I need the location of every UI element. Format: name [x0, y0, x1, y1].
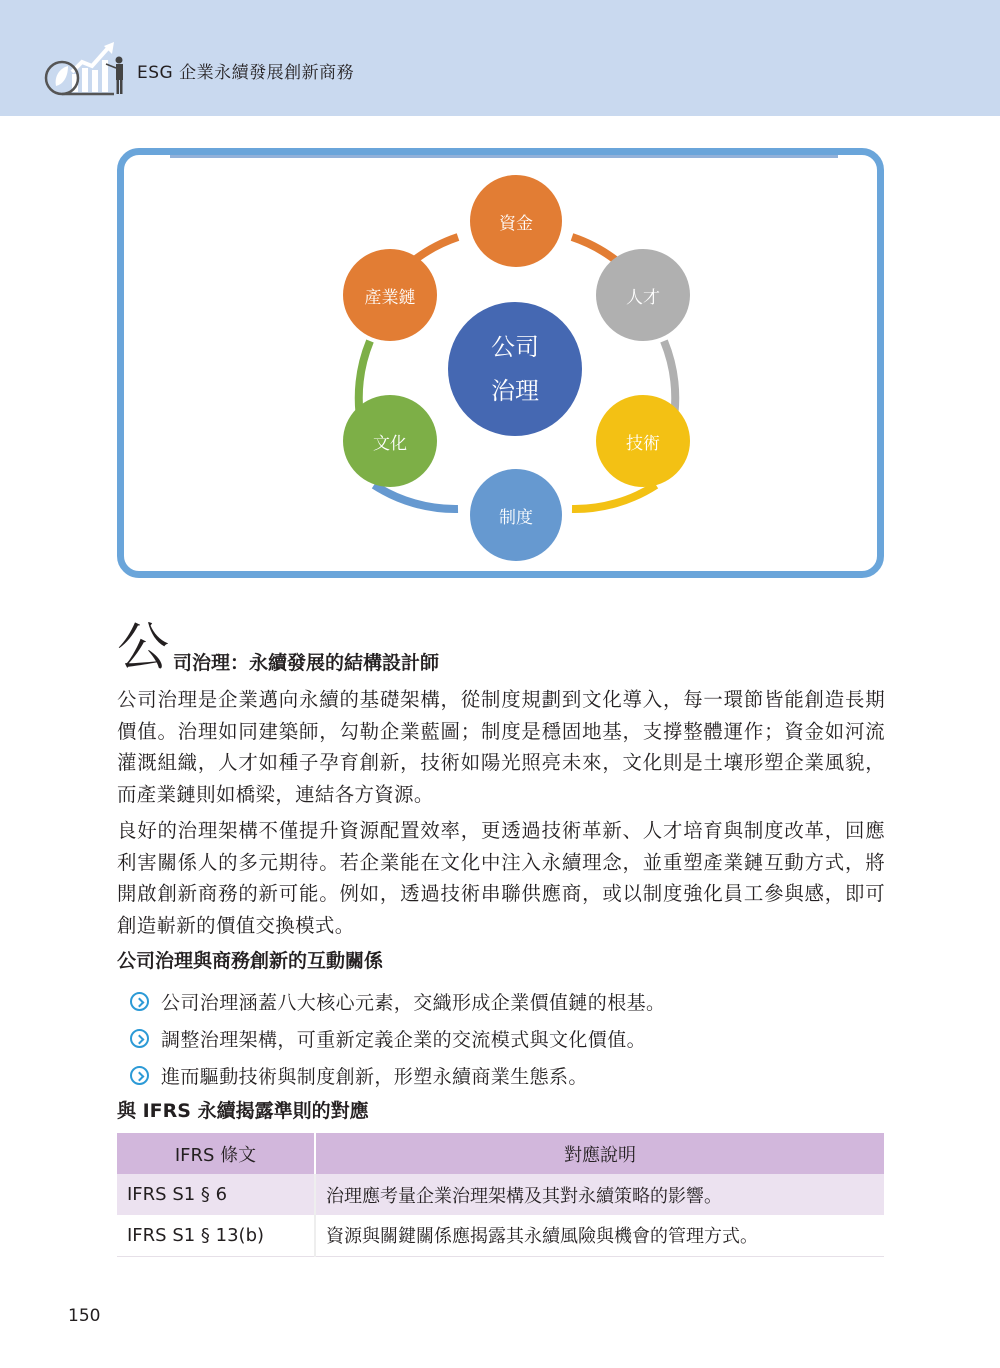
- node-label: 人才: [626, 287, 660, 308]
- interaction-heading: 公司治理與商務創新的互動關係: [117, 950, 384, 972]
- ifrs-mapping-table: [117, 1133, 884, 1257]
- ifrs-heading: 與 IFRS 永續揭露準則的對應: [117, 1100, 369, 1122]
- section-title-text: 司治理：永續發展的結構設計師: [173, 652, 440, 674]
- body-paragraph-1: 公司治理是企業邁向永續的基礎架構，從制度規劃到文化導入，每一環節皆能創造長期價值。治理如同建築師，勾勒企業藍圖；制度是穩固地基，支撐整體運作；資金如河流灌溉組織，人才如種子孕育創新，技術如陽光照亮未來，文化則是土壤形塑企業風貌，而產業鏈則如橋梁，連結各方資源。: [117, 688, 885, 806]
- column-header-description: 對應說明: [315, 1133, 884, 1174]
- node-culture: [343, 395, 437, 487]
- cell-clause: IFRS S1 § 13(b): [117, 1215, 315, 1256]
- node-talent: [596, 249, 690, 341]
- node-industry-chain: [343, 249, 437, 341]
- column-header-clause: IFRS 條文: [117, 1133, 315, 1174]
- cell-clause: IFRS S1 § 6: [117, 1174, 315, 1215]
- node-label: 產業鏈: [364, 287, 416, 308]
- node-label: 技術: [626, 433, 660, 454]
- node-institution: [470, 469, 562, 561]
- cell-description: 治理應考量企業治理架構及其對永續策略的影響。: [315, 1174, 884, 1215]
- book-title: ESG 企業永續發展創新商務: [137, 63, 355, 83]
- table-row: [117, 1215, 884, 1256]
- growth-chart-logo-icon: [42, 40, 132, 98]
- circle-chevron-right-icon: [130, 1066, 149, 1085]
- bullet-text: 公司治理涵蓋八大核心元素，交織形成企業價值鏈的根基。: [161, 992, 666, 1014]
- bullet-item: [130, 1020, 665, 1057]
- page-header: [0, 0, 1000, 116]
- drop-cap: 公: [117, 618, 170, 678]
- circle-chevron-right-icon: [130, 992, 149, 1011]
- center-label-line1: 公司: [491, 333, 539, 361]
- center-node-corporate-governance: [448, 302, 582, 436]
- node-technology: [596, 395, 690, 487]
- node-label: 文化: [373, 433, 407, 454]
- body-paragraph-2: 良好的治理架構不僅提升資源配置效率，更透過技術革新、人才培育與制度改革，回應利害關係人的多元期待。若企業能在文化中注入永續理念，並重塑產業鏈互動方式，將開啟創新商務的新可能。例如，透過技術串聯供應商，或以制度強化員工參與感，即可創造嶄新的價值交換模式。: [117, 819, 885, 937]
- node-capital: [470, 175, 562, 267]
- table-header-row: [117, 1133, 884, 1174]
- bullet-item: [130, 1057, 665, 1094]
- node-label: 制度: [499, 507, 533, 528]
- table-row: [117, 1174, 884, 1215]
- bullet-text: 調整治理架構，可重新定義企業的交流模式與文化價值。: [161, 1029, 647, 1051]
- bullet-item: [130, 983, 665, 1020]
- node-label: 資金: [499, 213, 533, 234]
- circle-chevron-right-icon: [130, 1029, 149, 1048]
- cell-description: 資源與關鍵關係應揭露其永續風險與機會的管理方式。: [315, 1215, 884, 1256]
- bullet-text: 進而驅動技術與制度創新，形塑永續商業生態系。: [161, 1066, 588, 1088]
- page-number: 150: [68, 1306, 101, 1326]
- center-label-line2: 治理: [491, 377, 539, 405]
- bullet-list: [130, 983, 665, 1094]
- governance-diagram: [117, 148, 884, 578]
